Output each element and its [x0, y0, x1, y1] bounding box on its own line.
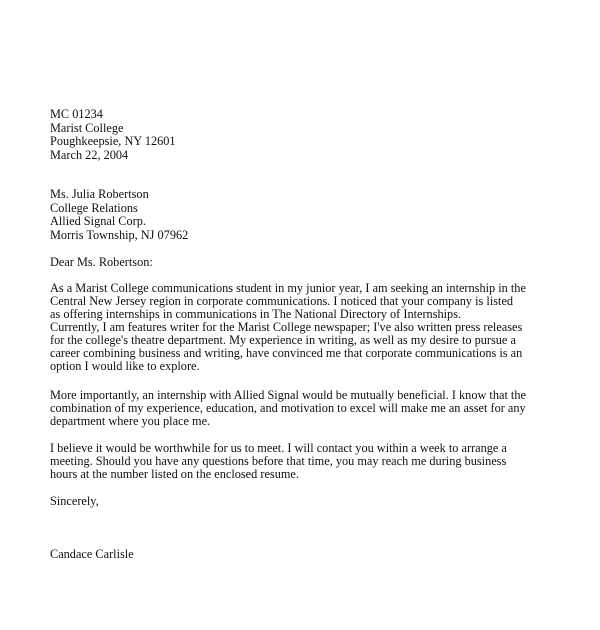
sender-city-state-zip: Poughkeepsie, NY 12601 [50, 134, 176, 148]
body-paragraph-3 [50, 442, 507, 481]
paragraph-line: I believe it would be worthwhile for us to meet. I will contact you within a week to arrange a [50, 441, 507, 455]
paragraph-line: As a Marist College communications student in my junior year, I am seeking an internship in the [50, 281, 526, 295]
recipient-company: Allied Signal Corp. [50, 214, 146, 228]
paragraph-line: career combining business and writing, have convinced me that corporate communications is an [50, 346, 523, 360]
signature-name: Candace Carlisle [50, 547, 134, 561]
paragraph-line: for the college's theatre department. My experience in writing, as well as my desire to pursue a [50, 333, 516, 347]
sender-institution: Marist College [50, 121, 124, 135]
paragraph-line: Currently, I am features writer for the Marist College newspaper; I've also written press releases [50, 320, 523, 334]
recipient-city-state-zip: Morris Township, NJ 07962 [50, 228, 189, 242]
paragraph-line: hours at the number listed on the enclosed resume. [50, 467, 299, 481]
paragraph-line: combination of my experience, education, and motivation to excel will make me an asset for any [50, 401, 526, 415]
recipient-name: Ms. Julia Robertson [50, 187, 149, 201]
paragraph-line: department where you place me. [50, 414, 211, 428]
paragraph-line: More importantly, an internship with Allied Signal would be mutually beneficial. I know that the [50, 388, 526, 402]
paragraph-line: meeting. Should you have any questions before that time, you may reach me during business [50, 454, 507, 468]
letter-date: March 22, 2004 [50, 148, 129, 162]
body-paragraph-2 [50, 389, 526, 428]
salutation: Dear Ms. Robertson: [50, 255, 153, 269]
paragraph-line: option I would like to explore. [50, 359, 200, 373]
closing: Sincerely, [50, 494, 99, 508]
paragraph-line: as offering internships in communications in The National Directory of Internships. [50, 307, 462, 321]
body-paragraph-1 [50, 282, 526, 373]
recipient-department: College Relations [50, 201, 138, 215]
paragraph-line: Central New Jersey region in corporate communications. I noticed that your company is listed [50, 294, 514, 308]
sender-box: MC 01234 [50, 107, 103, 121]
